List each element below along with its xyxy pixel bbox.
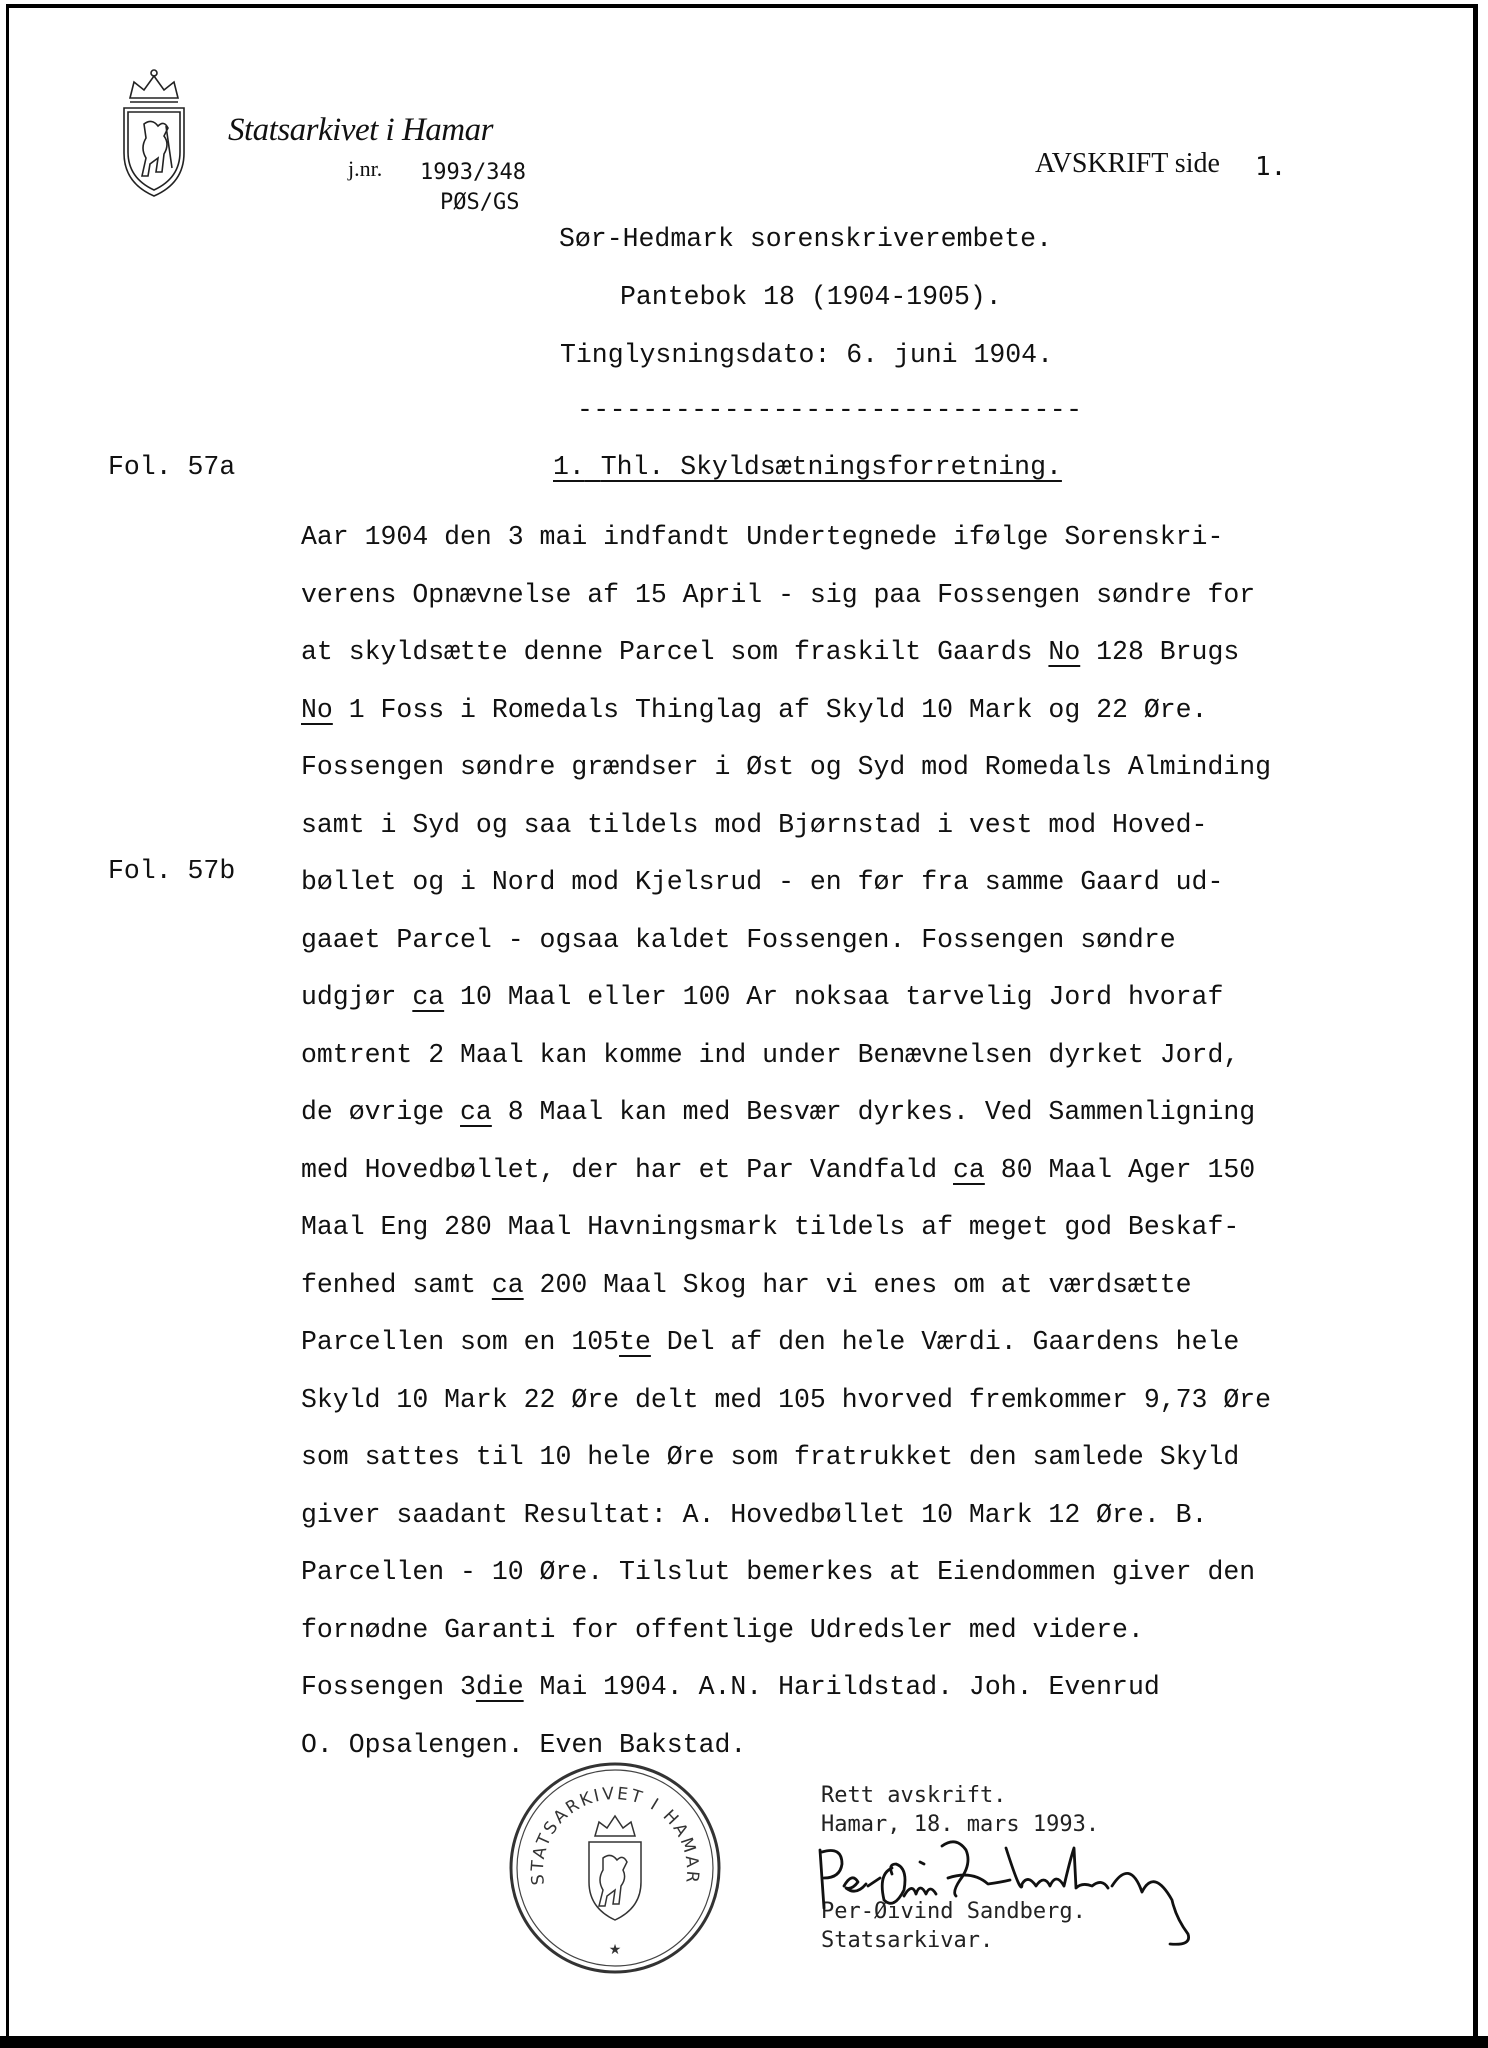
- body-line: at skyldsætte denne Parcel som fraskilt Gaards No 128 Brugs: [301, 637, 1240, 667]
- body-line: Fossengen søndre grændser i Øst og Syd mod Romedals Alminding: [301, 752, 1272, 782]
- svg-text:★: ★: [608, 1942, 622, 1958]
- certification-line-2: Hamar, 18. mars 1993.: [821, 1812, 1100, 1837]
- body-line: giver saadant Resultat: A. Hovedbøllet 10 Mark 12 Øre. B.: [301, 1499, 1208, 1530]
- body-line: No 1 Foss i Romedals Thinglag af Skyld 10 Mark og 22 Øre.: [301, 694, 1208, 725]
- mortgage-book-title: Pantebok 18 (1904-1905).: [620, 282, 1002, 312]
- case-initials: PØS/GS: [440, 190, 520, 215]
- registration-date: Tinglysningsdato: 6. juni 1904.: [560, 340, 1053, 370]
- body-line: fenhed samt ca 200 Maal Skog har vi enes om at værdsætte: [301, 1269, 1192, 1300]
- body-line: bøllet og i Nord mod Kjelsrud - en før fra samme Gaard ud-: [301, 867, 1224, 897]
- body-line: med Hovedbøllet, der har et Par Vandfald ca 80 Maal Ager 150: [301, 1154, 1256, 1185]
- handwritten-signature: [812, 1838, 1202, 1948]
- folio-marker-57a: Fol. 57a: [108, 452, 236, 482]
- seal-text: STATSARKIVET I HAMAR: [527, 1783, 703, 1887]
- entry-heading: [553, 452, 1062, 482]
- body-line: fornødne Garanti for offentlige Udredsler med videre.: [301, 1614, 1144, 1645]
- body-line: Parcellen som en 105te Del af den hele Værdi. Gaardens hele: [301, 1327, 1240, 1357]
- body-line: Parcellen - 10 Øre. Tilslut bemerkes at Eiendommen giver den: [301, 1557, 1256, 1587]
- body-line: Fossengen 3die Mai 1904. A.N. Harildstad. Joh. Evenrud: [301, 1672, 1160, 1702]
- body-line: Aar 1904 den 3 mai indfandt Undertegnede ifølge Sorenskri-: [301, 522, 1224, 552]
- body-line: omtrent 2 Maal kan komme ind under Benævnelsen dyrket Jord,: [301, 1039, 1240, 1070]
- body-line: gaaet Parcel - ogsaa kaldet Fossengen. Fossengen søndre: [301, 924, 1176, 955]
- entry-number: 1.: [553, 452, 585, 482]
- body-line: de øvrige ca 8 Maal kan med Besvær dyrkes. Ved Sammenligning: [301, 1097, 1256, 1127]
- norwegian-coat-of-arms-icon: [118, 68, 190, 198]
- certification-title: Statsarkivar.: [821, 1928, 994, 1953]
- body-line: samt i Syd og saa tildels mod Bjørnstad i vest mod Hoved-: [301, 809, 1208, 840]
- body-line: O. Opsalengen. Even Bakstad.: [301, 1729, 747, 1760]
- body-line: Maal Eng 280 Maal Havningsmark tildels af meget god Beskaf-: [301, 1212, 1240, 1242]
- certification-line-1: Rett avskrift.: [821, 1783, 1007, 1808]
- svg-text:STATSARKIVET I HAMAR: [528, 1784, 703, 1886]
- transcript-label: AVSKRIFT side: [1035, 148, 1220, 179]
- separator-rule: -------------------------------: [577, 395, 1083, 425]
- body-line: som sattes til 10 hele Øre som fratrukket den samlede Skyld: [301, 1442, 1240, 1472]
- scan-frame-left-edge: [6, 4, 9, 2036]
- document-body-text: [301, 509, 1381, 1774]
- scan-frame-bottom-edge: [0, 2036, 1488, 2048]
- page-number: 1.: [1255, 152, 1287, 182]
- court-office-title: Sør-Hedmark sorenskriverembete.: [559, 224, 1052, 254]
- body-line: udgjør ca 10 Maal eller 100 Ar noksaa tarvelig Jord hvoraf: [301, 982, 1224, 1012]
- journal-number: 1993/348: [420, 160, 526, 185]
- journal-number-label: j.nr.: [348, 156, 383, 181]
- body-line: verens Opnævnelse af 15 April - sig paa Fossengen søndre for: [301, 579, 1256, 610]
- certification-signer: Per-Øivind Sandberg.: [821, 1899, 1086, 1924]
- folio-marker-57b: Fol. 57b: [108, 856, 236, 886]
- entry-heading-text: Thl. Skyldsætningsforretning.: [600, 452, 1062, 482]
- archive-seal-stamp: [505, 1758, 725, 1978]
- archive-name: Statsarkivet i Hamar: [228, 112, 493, 148]
- body-line: Skyld 10 Mark 22 Øre delt med 105 hvorved fremkommer 9,73 Øre: [301, 1384, 1272, 1415]
